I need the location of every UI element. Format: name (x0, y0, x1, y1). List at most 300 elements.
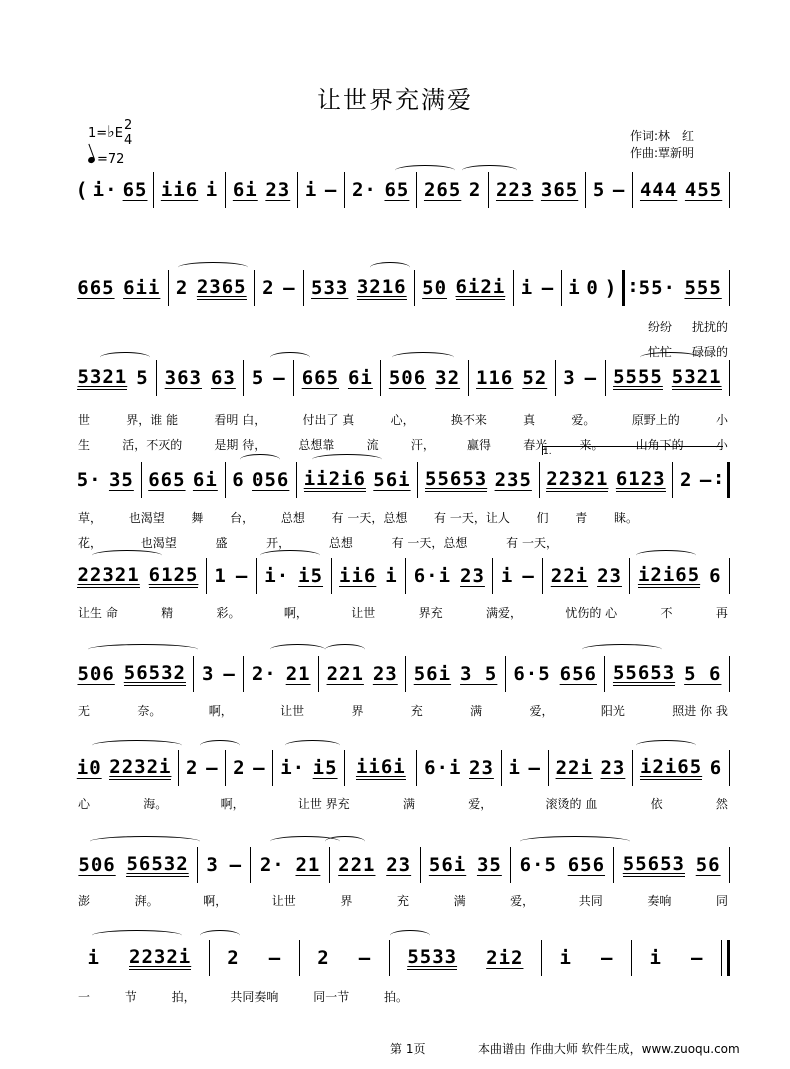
note-group: i (500, 565, 514, 587)
lyric-syllable: 舞 (191, 511, 204, 525)
measure (70, 268, 168, 308)
measure (330, 845, 420, 885)
lyric-syllable: 界 (340, 894, 353, 908)
lyric-syllable: 阳光 (600, 704, 625, 718)
measure (406, 556, 492, 596)
note-group: i (304, 179, 318, 201)
tempo-marking (88, 152, 124, 167)
note-group: 6·i (424, 757, 462, 779)
lyric-syllable: 心 (78, 797, 91, 811)
note-group: 2i2 (486, 947, 524, 969)
lyric-syllable: 爱， (510, 894, 535, 908)
generator-note: 本曲谱由 作曲大师 软件生成，www.zuoqu.com (478, 1042, 740, 1056)
barline (729, 847, 730, 883)
lyric-syllable: 看明 白， (214, 413, 267, 427)
lyric-syllable: 让世 (280, 704, 305, 718)
song-title: 让世界充满爱 (317, 86, 473, 114)
note-group: – (541, 277, 555, 299)
note-group: 6125 (148, 564, 199, 586)
lyric-syllable: 啊， (283, 606, 308, 620)
lyric-syllable: 海。 (143, 797, 168, 811)
note-group: i (87, 947, 100, 969)
note-group: i2i65 (637, 564, 701, 586)
note-group: – (206, 757, 219, 779)
note-group: 63 (210, 367, 236, 389)
note-group: 5533 (407, 946, 458, 968)
note-group: 665 (148, 469, 186, 491)
lyric-syllable: 有 一天，让人 (434, 511, 510, 525)
lyric-syllable: 啊， (208, 704, 233, 718)
measure (630, 556, 729, 596)
credits (630, 128, 694, 162)
measure (244, 358, 293, 398)
measure-row (70, 170, 730, 210)
lyric-syllable: 是期 待， (214, 438, 267, 452)
note-group: 116 (476, 367, 514, 389)
measure (70, 938, 209, 978)
lyric-syllable: 纷纷 (647, 320, 672, 334)
lyric-syllable: 让世 (351, 606, 376, 620)
note-group: 5 (251, 367, 265, 389)
note-group: 2· (351, 179, 377, 201)
flat-symbol: ♭ (107, 122, 115, 141)
note-group: – (283, 277, 296, 299)
note-group: 221 (326, 663, 364, 685)
lyric-syllable: 满 (402, 797, 415, 811)
measure (673, 460, 719, 500)
note-group: 6 (232, 469, 245, 491)
volta-label: 1. (543, 447, 552, 457)
slur-mark (240, 454, 280, 465)
note-group: 22i (550, 565, 589, 587)
lyric-syllable: 满 (470, 704, 483, 718)
slur-mark (92, 930, 182, 941)
note-group: 1 (214, 565, 227, 587)
note-group: 23 (600, 757, 626, 779)
note-group: 22i (555, 757, 593, 779)
lyric-syllable: 台， (230, 511, 255, 525)
lyric-syllable: 再 (715, 606, 728, 620)
score-system (70, 938, 730, 978)
tempo-value: =72 (97, 152, 125, 167)
measure (345, 170, 416, 210)
lyric-row-s2-v1 (78, 318, 728, 336)
note-group: 55653 (622, 853, 685, 875)
measure (511, 845, 613, 885)
lyric-syllable: 花， (78, 536, 103, 550)
note-group: 056 (252, 469, 290, 491)
note-group: 3 (201, 663, 215, 685)
note-group: 5· (76, 469, 102, 491)
lyric-syllable: 共同 (578, 894, 603, 908)
slur-mark (92, 740, 182, 751)
key-tonic: E (114, 126, 123, 141)
measure (319, 654, 405, 694)
measure (633, 170, 729, 210)
note-group: 5555 (613, 366, 663, 388)
lyric-syllable: 奈。 (137, 704, 162, 718)
measure (606, 358, 729, 398)
lyric-syllable: 盛 (215, 536, 228, 550)
lyric-syllable: 们 (536, 511, 549, 525)
note-group: 5 (136, 367, 149, 389)
note-group: 555 (684, 277, 722, 299)
lyric-syllable: 草， (78, 511, 103, 525)
barline (729, 750, 730, 786)
note-group: 55653 (425, 468, 488, 490)
note-group: 2· (259, 854, 285, 876)
slur-mark (178, 262, 248, 273)
measure (210, 938, 299, 978)
note-group: 22321 (77, 564, 140, 586)
note-group: ii6i (355, 756, 406, 778)
lyric-syllable: 开， (266, 536, 291, 550)
note-group: 5321 (77, 366, 128, 388)
note-group: 2 (175, 277, 189, 299)
note-group: – (612, 179, 626, 201)
note-group: – (691, 947, 704, 969)
measure (417, 170, 488, 210)
measure (207, 556, 256, 596)
note-group: i (649, 947, 662, 969)
measure-row (70, 556, 730, 596)
measure (70, 845, 197, 885)
note-group: 6i2i (455, 276, 506, 298)
note-group: – (223, 663, 236, 685)
note-group: 2 (233, 757, 246, 779)
page-number: 第 1页 (390, 1042, 426, 1056)
measure (297, 460, 417, 500)
measure (540, 460, 673, 500)
lyric-syllable: 青 (575, 511, 588, 525)
lyric-syllable: 活，不灭的 (122, 438, 183, 452)
note-group: 533 (311, 277, 349, 299)
measure (631, 268, 729, 308)
measure (157, 358, 243, 398)
note-group: i (385, 565, 398, 587)
note-group: 6 (709, 757, 723, 779)
measure (257, 556, 331, 596)
measure-row (70, 845, 730, 885)
note-group: ) (604, 276, 617, 300)
lyric-syllable: 小 (715, 413, 728, 427)
note-group: – (584, 367, 598, 389)
measure (632, 938, 721, 978)
measure-row (70, 654, 730, 694)
measure (586, 170, 632, 210)
key-prefix: 1= (88, 126, 108, 141)
measure (255, 268, 303, 308)
measure (300, 938, 389, 978)
measure (381, 358, 467, 398)
note-group: – (522, 565, 535, 587)
lyric-syllable: 照进 你 我 (672, 704, 728, 718)
note-group: 6i (192, 469, 218, 491)
measure (142, 460, 225, 500)
lyric-syllable: 同一节 (313, 990, 350, 1004)
lyric-syllable: 充 (410, 704, 423, 718)
lyric-syllable: 节 (124, 990, 137, 1004)
measure (562, 268, 622, 308)
lyric-syllable: 让生 命 (78, 606, 118, 620)
note-group: 2232i (129, 946, 192, 968)
measure (345, 748, 416, 788)
note-group: 21 (285, 663, 311, 685)
note-group: 5321 (671, 366, 722, 388)
note-group: – (273, 367, 286, 389)
slur-mark (395, 165, 455, 176)
note-group: iі6 (160, 179, 199, 201)
measure (502, 748, 548, 788)
note-group: 6i (232, 179, 258, 201)
barline (729, 172, 730, 208)
slur-mark (285, 740, 340, 751)
slur-mark (100, 352, 150, 363)
lyric-syllable: 碌碌的 (691, 345, 728, 359)
note-group: 23 (265, 179, 291, 201)
measure (489, 170, 585, 210)
lyric-row-s8 (78, 892, 728, 910)
lyric-syllable: 来。 (579, 438, 604, 452)
lyric-syllable: 扰扰的 (691, 320, 728, 334)
note-group: 3216 (356, 276, 407, 298)
note-group: 22321 (546, 468, 609, 490)
note-group: 2232i (109, 756, 172, 778)
note-group: – (229, 854, 243, 876)
barline (729, 360, 730, 396)
note-group: 265 (423, 179, 462, 201)
note-group: 23 (372, 663, 398, 685)
measure (70, 460, 141, 500)
slur-mark (88, 644, 198, 655)
measure (226, 748, 272, 788)
measure (244, 654, 318, 694)
lyric-syllable: 爱。 (571, 413, 596, 427)
slur-mark (270, 644, 325, 655)
note-group: ( (75, 178, 88, 202)
score-system (70, 748, 730, 788)
lyric-syllable: 睐。 (613, 511, 638, 525)
lyric-syllable: 有 一天，总想 (391, 536, 468, 550)
measure (179, 748, 225, 788)
score-system (70, 170, 730, 210)
measure (542, 938, 631, 978)
note-group: 506 (388, 367, 427, 389)
note-group: 455 (684, 179, 723, 201)
lyric-syllable: 付出了 真 (302, 413, 355, 427)
lyric-syllable: 山角下的 (635, 438, 684, 452)
lyric-syllable: 爱， (468, 797, 493, 811)
note-group: i5 (312, 757, 338, 779)
time-signature-top: 2 (124, 118, 133, 133)
lyric-syllable: 总想 (328, 536, 353, 550)
barline (729, 656, 730, 692)
measure-row (70, 358, 730, 398)
note-group: 0 (586, 277, 599, 299)
note-group: 56i (373, 469, 411, 491)
slur-mark (640, 352, 700, 363)
note-group: 3 (563, 367, 576, 389)
lyric-syllable: 心， (390, 413, 415, 427)
composer-credit: 作曲:覃新明 (630, 146, 695, 160)
note-group: 32 (435, 367, 461, 389)
measure (70, 748, 178, 788)
note-group: 56532 (126, 853, 189, 875)
measure (418, 460, 538, 500)
lyric-syllable: 精 (161, 606, 174, 620)
note-group: 5 6 (684, 663, 722, 685)
note-group: 506 (77, 663, 115, 685)
slur-mark (390, 930, 430, 941)
note-group: 221 (338, 854, 376, 876)
note-group: 365 (540, 179, 579, 201)
lyricist-credit: 作词:林 红 (630, 129, 695, 143)
note-group: 6·i (413, 565, 452, 587)
note-group: i2i65 (639, 756, 703, 778)
lyric-syllable: 总想 (280, 511, 305, 525)
measure (198, 845, 250, 885)
note-group: – (324, 179, 338, 201)
lyric-syllable: 总想靠 (298, 438, 335, 452)
note-group: ii6 (339, 565, 377, 587)
measure-row (70, 460, 730, 500)
note-group: – (235, 565, 249, 587)
slur-mark (260, 550, 320, 561)
lyric-row-s4-v2 (78, 534, 558, 552)
slur-mark (90, 836, 200, 847)
lyric-syllable: 小 (715, 438, 728, 452)
lyric-syllable: 拍。 (383, 990, 408, 1004)
note-group: i· (280, 757, 306, 779)
lyric-syllable: 充 (396, 894, 409, 908)
measure (154, 170, 225, 210)
slur-mark (636, 550, 696, 561)
score-system (70, 358, 730, 398)
measure (417, 748, 500, 788)
note-group: 6ii (123, 277, 161, 299)
lyric-syllable: 啊， (220, 797, 245, 811)
note-group: 2· (251, 663, 277, 685)
first-ending-bracket (542, 446, 723, 455)
measure (304, 268, 414, 308)
note-group: 3 (206, 854, 219, 876)
lyric-syllable: 真 (523, 413, 536, 427)
note-group: 23 (460, 565, 485, 587)
note-group: 656 (567, 854, 606, 876)
lyric-syllable: 彩。 (216, 606, 241, 620)
note-group: 6 (709, 565, 722, 587)
lyric-syllable: 有 一天，总想 (331, 511, 408, 525)
measure (273, 748, 344, 788)
measure (298, 170, 344, 210)
score-system (70, 654, 730, 694)
measure (549, 748, 632, 788)
final-barline (721, 940, 730, 976)
lyric-row-s9 (78, 988, 408, 1006)
note-group: – (601, 947, 614, 969)
measure (514, 268, 562, 308)
lyric-syllable: 共同奏响 (230, 990, 279, 1004)
note-group: 56532 (123, 662, 186, 684)
slur-mark (200, 740, 240, 751)
measure (70, 358, 156, 398)
note-group: 3 5 (460, 663, 498, 685)
slur-mark (92, 550, 162, 561)
measure-row (70, 938, 730, 978)
note-group: 21 (295, 854, 321, 876)
note-group: 56 (695, 854, 721, 876)
measure (415, 268, 513, 308)
measure (493, 556, 542, 596)
slur-mark (520, 836, 630, 847)
lyric-row-s7 (78, 795, 728, 813)
note-group: i (520, 277, 534, 299)
note-group: i (508, 757, 521, 779)
slur-mark (312, 454, 382, 465)
lyric-row-s4-v1 (78, 509, 638, 527)
note-group: 656 (559, 663, 597, 685)
slur-mark (325, 644, 365, 655)
measure (406, 654, 505, 694)
lyric-syllable: 世 (78, 413, 91, 427)
lyric-syllable: 澎 (78, 894, 91, 908)
lyric-syllable: 原野上的 (631, 413, 680, 427)
note-group: 2 (317, 947, 330, 969)
note-group: 50 (422, 277, 448, 299)
measure (605, 654, 728, 694)
lyric-syllable: 让世 界充 (297, 797, 350, 811)
note-group: i (559, 947, 572, 969)
note-group: – (358, 947, 372, 969)
measure (194, 654, 243, 694)
note-group: i0 (76, 757, 102, 779)
slur-mark (370, 262, 410, 273)
lyric-syllable: 啊， (203, 894, 228, 908)
note-group: i (205, 179, 219, 201)
measure (70, 170, 153, 210)
lyric-syllable: 界充 (418, 606, 443, 620)
lyric-syllable: 满爱， (485, 606, 522, 620)
note-group: 2 (680, 469, 693, 491)
note-group: 665 (301, 367, 340, 389)
lyric-syllable: 汗， (410, 438, 435, 452)
repeat-end-barline (719, 462, 730, 498)
note-group: i· (264, 565, 290, 587)
lyric-syllable: 春光 (523, 438, 548, 452)
slur-mark (582, 644, 662, 655)
note-group: – (699, 469, 713, 491)
lyric-syllable: 忧伤的 心 (565, 606, 618, 620)
lyric-syllable: 不 (660, 606, 673, 620)
lyric-syllable: 同 (715, 894, 728, 908)
time-signature-bottom: 4 (124, 133, 133, 148)
measure (226, 460, 297, 500)
note-group: i· (92, 179, 118, 201)
lyric-syllable: 换不来 (450, 413, 487, 427)
lyric-syllable: 奏响 (647, 894, 672, 908)
note-group: 6i (347, 367, 373, 389)
note-group: 506 (78, 854, 116, 876)
repeat-start-barline (622, 270, 631, 306)
note-group: i (568, 277, 581, 299)
note-group: 56i (413, 663, 452, 685)
score-system (70, 556, 730, 596)
lyric-syllable: 界，谁 能 (126, 413, 179, 427)
note-group: 6123 (615, 468, 666, 490)
lyric-syllable: 也渴望 (140, 536, 177, 550)
lyric-row-s5 (78, 604, 728, 622)
slur-mark (325, 836, 365, 847)
